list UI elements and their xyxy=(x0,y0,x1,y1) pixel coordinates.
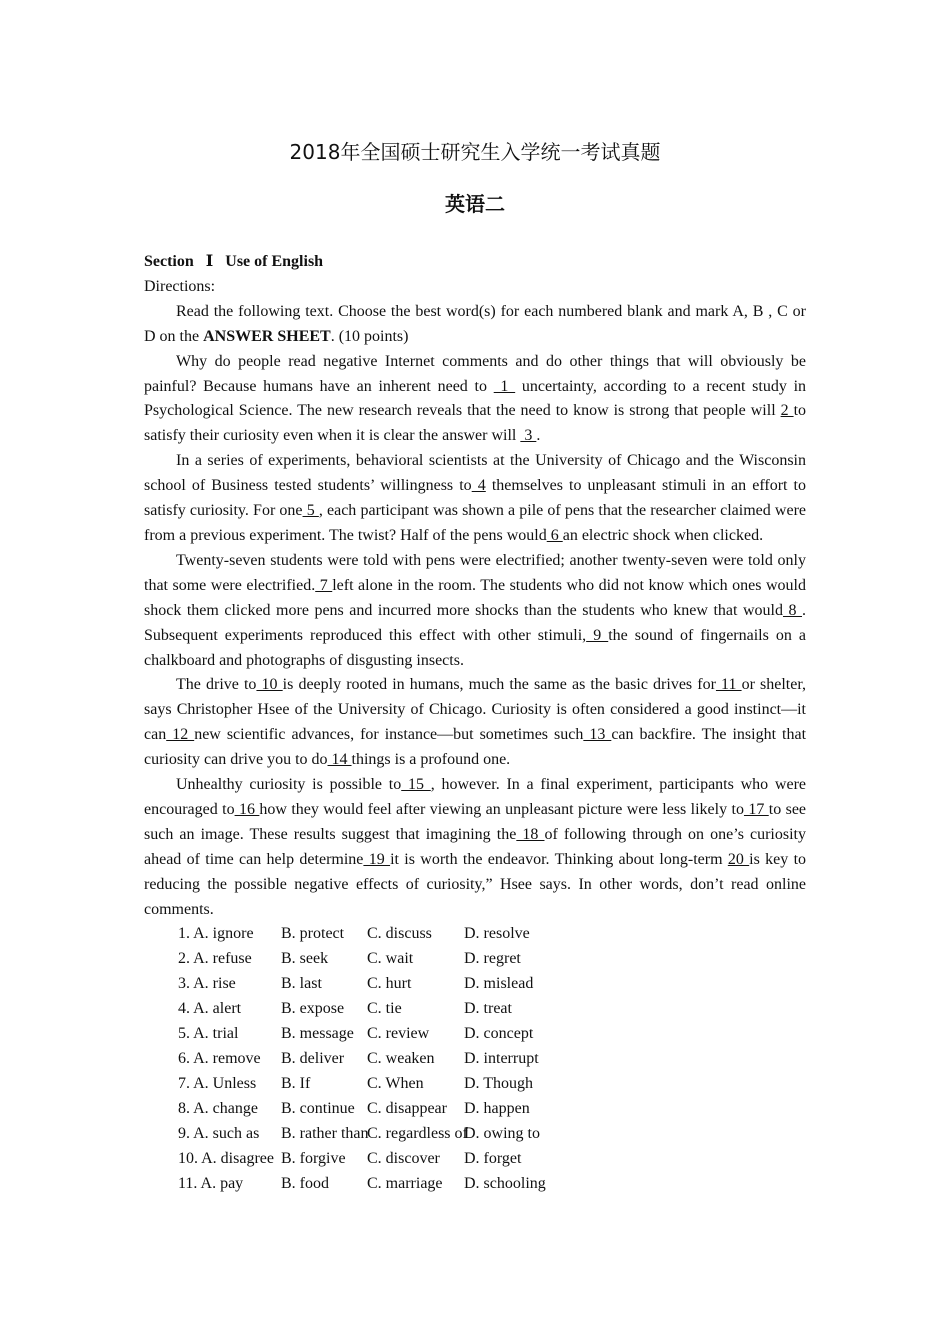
option-c: C. weaken xyxy=(367,1050,435,1067)
option-c: C. marriage xyxy=(367,1174,443,1192)
blank-12: 12 xyxy=(166,726,195,744)
option-d: D. resolve xyxy=(464,925,530,943)
option-b: B. expose xyxy=(281,1000,345,1018)
blank-2: 2 xyxy=(780,402,794,420)
passage-paragraph-3: Twenty-seven students were told with pens were electrified; another twenty-seven were told only that some were electrified. 7 left alone in the room. The students who did not know which ones would shock them clicked more pens and incurred more shocks than the students who knew that would 8 . Subsequent experiments reproduced this effect with other stimuli, 9 the sound of fingernails on a chalkboard and photographs of disgusting insects. xyxy=(144,551,807,669)
blank-19: 19 xyxy=(363,850,391,868)
blank-14: 14 xyxy=(327,751,352,769)
option-b: B. last xyxy=(281,975,322,993)
option-c: C. review xyxy=(367,1025,430,1043)
option-c: C. disappear xyxy=(367,1099,447,1117)
blank-3: 3 xyxy=(520,427,537,445)
option-a: 2. A. refuse xyxy=(178,950,252,968)
blank-16: 16 xyxy=(234,800,260,818)
option-d: D. happen xyxy=(464,1099,530,1117)
question-item xyxy=(144,1147,806,1172)
option-b: B. seek xyxy=(281,950,329,968)
option-b: B. rather than xyxy=(281,1124,369,1142)
answer-sheet-label: ANSWER SHEET xyxy=(203,327,331,345)
question-item xyxy=(144,972,806,997)
option-b: B. forgive xyxy=(281,1149,346,1167)
blank-20: 20 xyxy=(727,850,750,868)
option-d: D. mislead xyxy=(464,975,534,993)
passage-paragraph-5: Unhealthy curiosity is possible to 15 , however. In a final experiment, participants who were encouraged to 16 how they would feel after viewing an unpleasant picture were less likely to 17 to see such an image. These results suggest that imagining the 18 of following through on one’s curiosity ahead of time can help determine 19 it is worth the endeavor. Thinking about long-term 20 is key to reducing the possible negative effects of curiosity,” Hsee says. In other words, don’t read online comments. xyxy=(144,776,807,918)
option-c: C. When xyxy=(367,1074,424,1092)
option-d: D. schooling xyxy=(464,1174,546,1192)
blank-1: 1 xyxy=(493,377,516,395)
blank-15: 15 xyxy=(401,776,431,794)
exam-title: 2018年全国硕士研究生入学统一考试真题 xyxy=(289,140,661,164)
option-d: D. Though xyxy=(464,1074,534,1092)
option-a: 1. A. ignore xyxy=(178,925,254,943)
option-c: C. regardless of xyxy=(367,1124,468,1142)
directions-text: Read the following text. Choose the best word(s) for each numbered blank and mark A, B , C or D on the ANSWER SHEET. (10 points) xyxy=(144,302,806,345)
question-item xyxy=(144,922,806,947)
option-a: 7. A. Unless xyxy=(178,1074,257,1092)
option-a: 9. A. such as xyxy=(178,1124,260,1142)
blank-8: 8 xyxy=(782,601,803,619)
option-a: 11. A. pay xyxy=(178,1174,244,1192)
question-item xyxy=(144,1072,806,1097)
question-item xyxy=(144,947,806,972)
question-options-list xyxy=(144,922,806,1196)
blank-11: 11 xyxy=(715,676,742,694)
option-c: C. discover xyxy=(367,1149,440,1167)
option-d: D. regret xyxy=(464,950,521,968)
blank-17: 17 xyxy=(743,800,769,818)
blank-9: 9 xyxy=(586,626,609,644)
question-item xyxy=(144,1047,806,1072)
blank-13: 13 xyxy=(583,726,612,744)
blank-7: 7 xyxy=(315,576,333,594)
blank-4: 4 xyxy=(471,477,486,495)
blank-5: 5 xyxy=(302,502,319,520)
question-item xyxy=(144,1122,806,1147)
option-d: D. owing to xyxy=(464,1124,540,1142)
option-a: 3. A. rise xyxy=(178,975,236,993)
section-name: Use of English xyxy=(225,253,324,270)
option-a: 8. A. change xyxy=(178,1099,258,1117)
question-item xyxy=(144,1097,806,1122)
blank-18: 18 xyxy=(516,825,545,843)
option-c: C. discuss xyxy=(367,925,432,943)
question-item xyxy=(144,997,806,1022)
passage-paragraph-1: Why do people read negative Internet comments and do other things that will obviously be painful? Because humans have an inherent need to 1 uncertainty, according to a recent study in Psychological Science. The new research reveals that the need to know is strong that people will 2 to satisfy their curiosity even when it is clear the answer will 3 . xyxy=(144,352,807,445)
option-c: C. tie xyxy=(367,1000,402,1018)
option-c: C. hurt xyxy=(367,975,412,993)
option-b: B. message xyxy=(281,1025,354,1043)
exam-content xyxy=(144,250,806,1196)
option-b: B. food xyxy=(281,1174,329,1192)
blank-10: 10 xyxy=(256,676,283,694)
section-numeral: Ⅰ xyxy=(205,253,214,270)
section-label: Section xyxy=(144,253,194,270)
option-a: 10. A. disagree xyxy=(178,1149,274,1167)
section-heading xyxy=(144,250,806,275)
option-d: D. concept xyxy=(464,1025,534,1043)
passage-paragraph-2: In a series of experiments, behavioral scientists at the University of Chicago and the Wisconsin school of Business tested students’ willingness to 4 themselves to unpleasant stimuli in an effort to satisfy curiosity. For one 5 , each participant was shown a pile of pens that the researcher claimed were from a previous experiment. The twist? Half of the pens would 6 an electric shock when clicked. xyxy=(144,452,806,544)
option-b: B. deliver xyxy=(281,1050,345,1067)
option-a: 5. A. trial xyxy=(178,1025,239,1043)
option-a: 6. A. remove xyxy=(178,1050,261,1067)
option-c: C. wait xyxy=(367,950,414,968)
option-d: D. forget xyxy=(464,1149,522,1167)
blank-6: 6 xyxy=(546,526,563,544)
question-item xyxy=(144,1172,806,1197)
option-b: B. protect xyxy=(281,925,345,943)
exam-subtitle: 英语二 xyxy=(445,192,505,216)
option-d: D. treat xyxy=(464,1000,512,1018)
option-d: D. interrupt xyxy=(464,1050,539,1067)
option-a: 4. A. alert xyxy=(178,1000,242,1018)
option-b: B. If xyxy=(281,1074,311,1092)
directions-label: Directions: xyxy=(144,277,216,295)
question-item xyxy=(144,1022,806,1047)
option-b: B. continue xyxy=(281,1099,355,1117)
passage-paragraph-4: The drive to 10 is deeply rooted in humans, much the same as the basic drives for 11 or shelter, says Christopher Hsee of the University of Chicago. Curiosity is often considered a good instinct—it can 12 new scientific advances, for instance—but sometimes such 13 can backfire. The insight that curiosity can drive you to do 14 things is a profound one. xyxy=(144,676,807,769)
